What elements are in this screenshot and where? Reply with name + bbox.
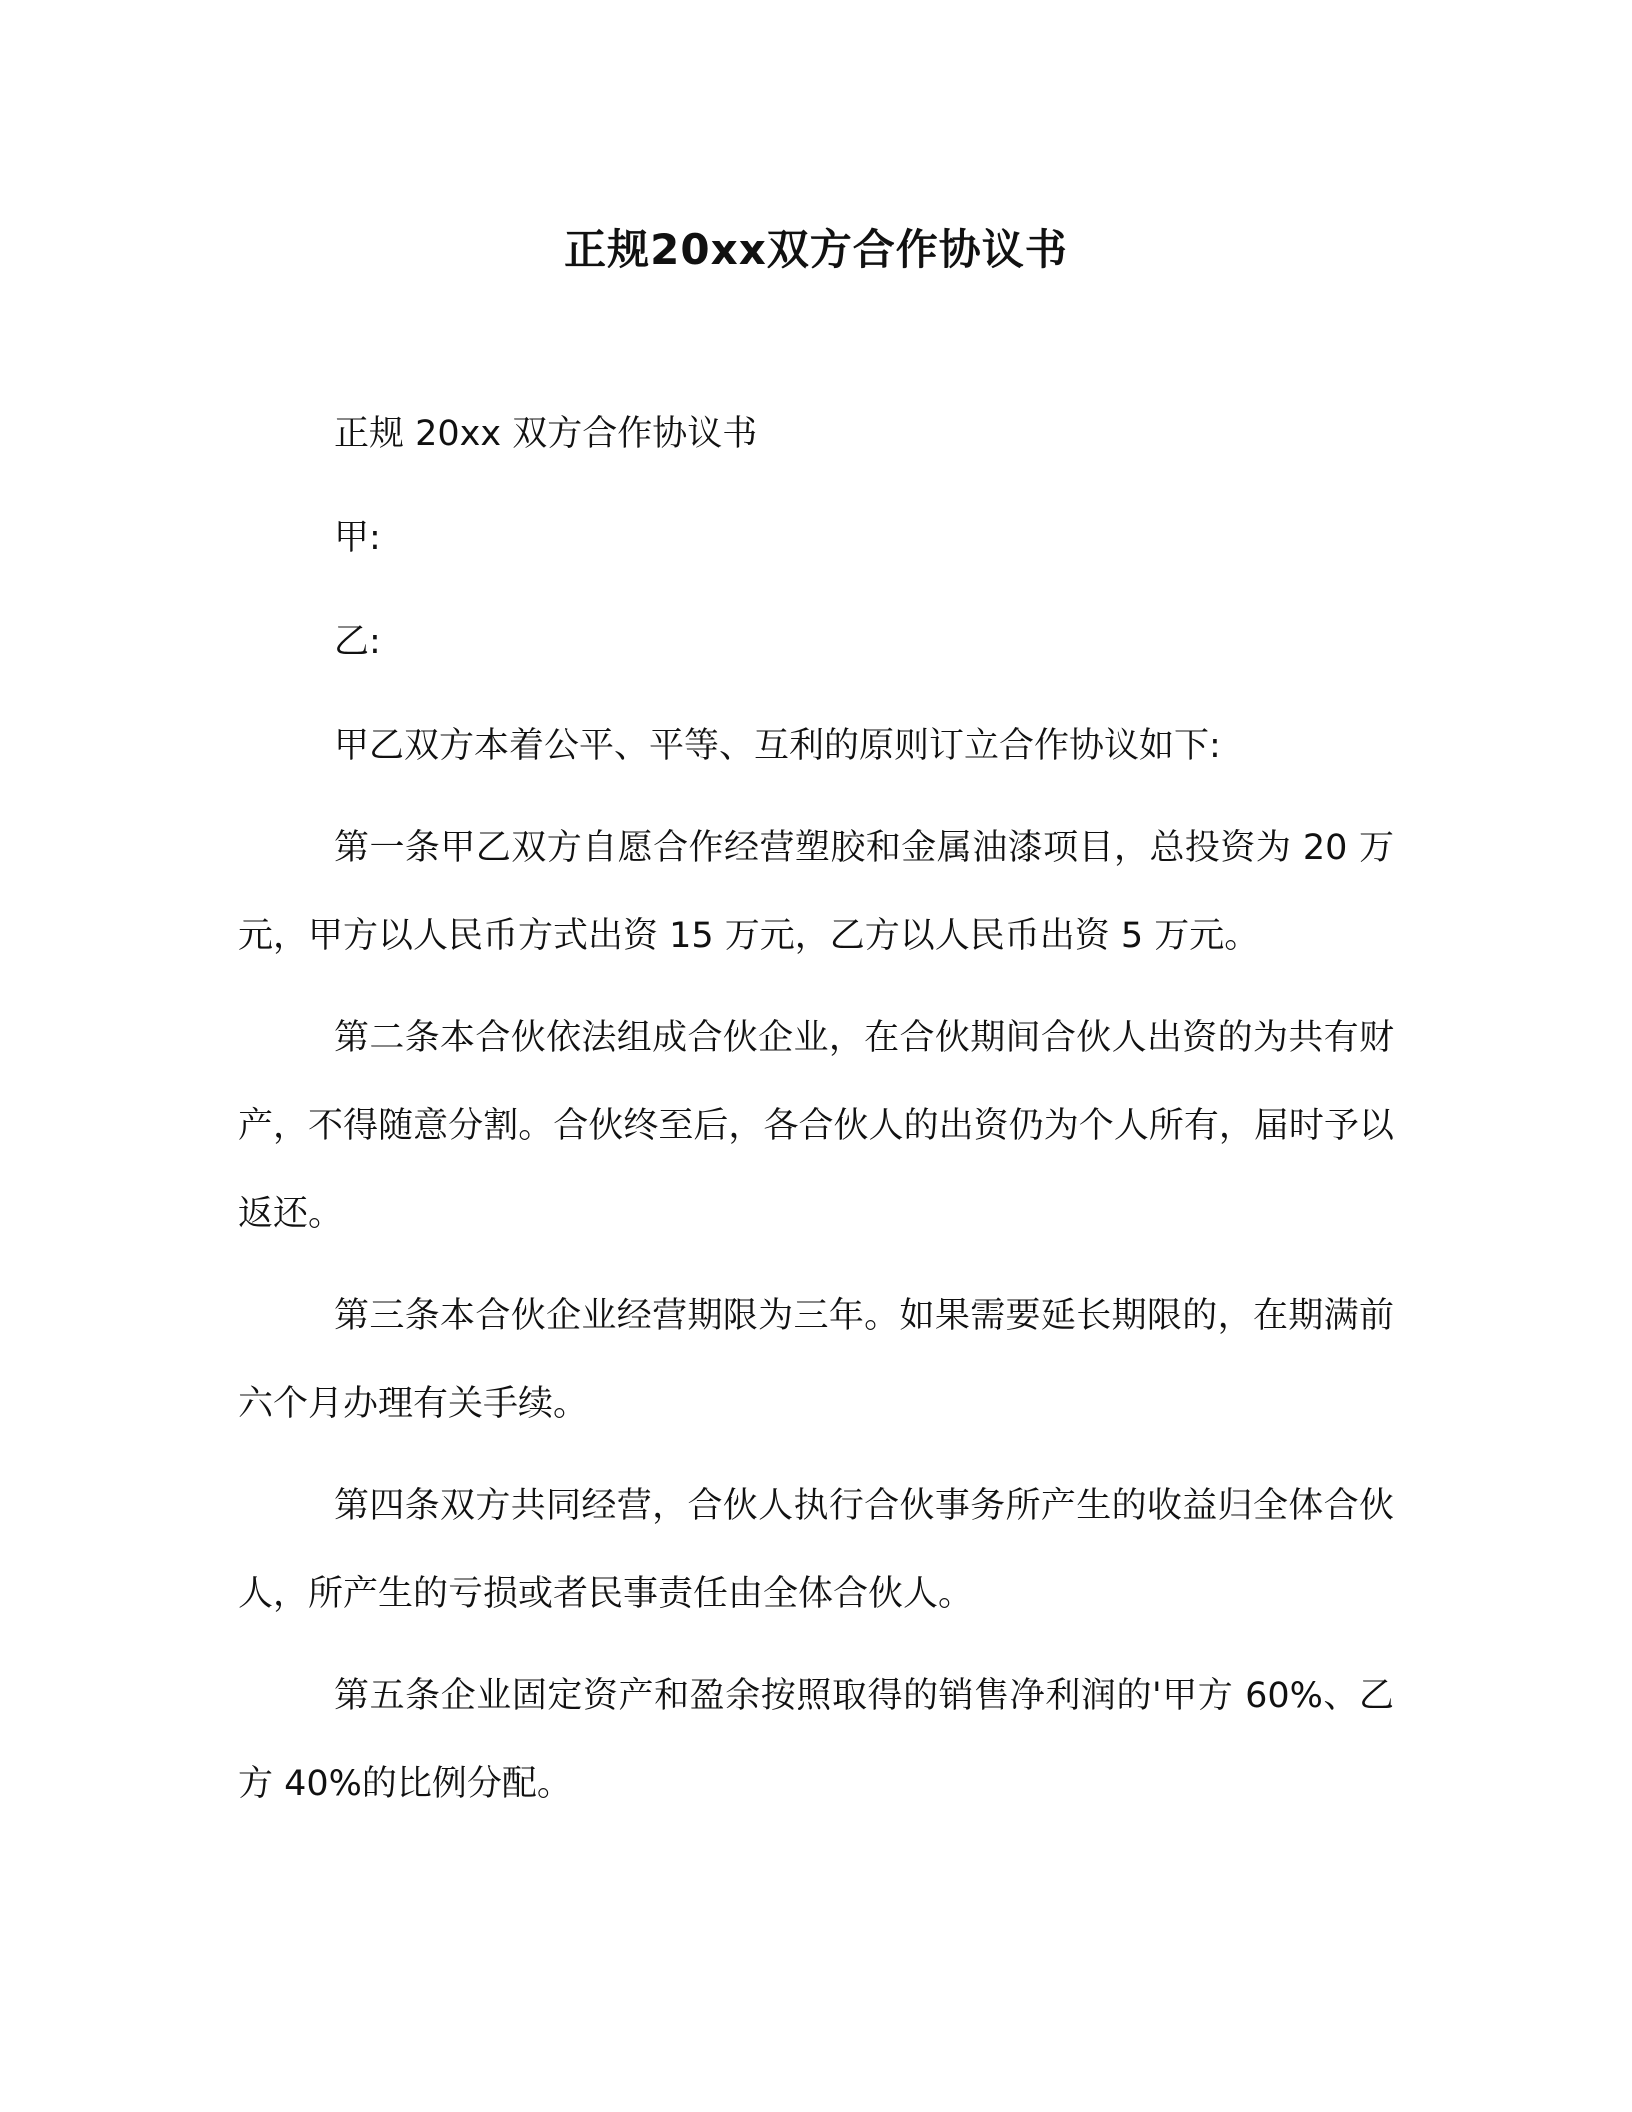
paragraph-heading: 正规 20xx 双方合作协议书: [334, 414, 758, 454]
paragraph-article-3: 第三条本合伙企业经营期限为三年。如果需要延长期限的，在期满前六个月办理有关手续。: [238, 1296, 1394, 1424]
paragraph-article-1: 第一条甲乙双方自愿合作经营塑胶和金属油漆项目，总投资为 20 万元，甲方以人民币方式出资 15 万元，乙方以人民币出资 5 万元。: [238, 828, 1394, 956]
paragraph-party-b: 乙:: [334, 622, 381, 662]
paragraph-article-2: 第二条本合伙依法组成合伙企业，在合伙期间合伙人出资的为共有财产，不得随意分割。合伙终至后，各合伙人的出资仍为个人所有，届时予以返还。: [238, 1018, 1394, 1234]
paragraph-article-4: 第四条双方共同经营，合伙人执行合伙事务所产生的收益归全体合伙人，所产生的亏损或者民事责任由全体合伙人。: [238, 1486, 1394, 1614]
paragraph-intro: 甲乙双方本着公平、平等、互利的原则订立合作协议如下:: [334, 726, 1221, 766]
paragraph-article-5: 第五条企业固定资产和盈余按照取得的销售净利润的'甲方 60%、乙方 40%的比例分配。: [238, 1676, 1394, 1804]
paragraph-party-a: 甲:: [334, 518, 381, 558]
document-body: [238, 390, 1394, 1842]
document-title: 正规20xx双方合作协议书: [564, 225, 1068, 274]
